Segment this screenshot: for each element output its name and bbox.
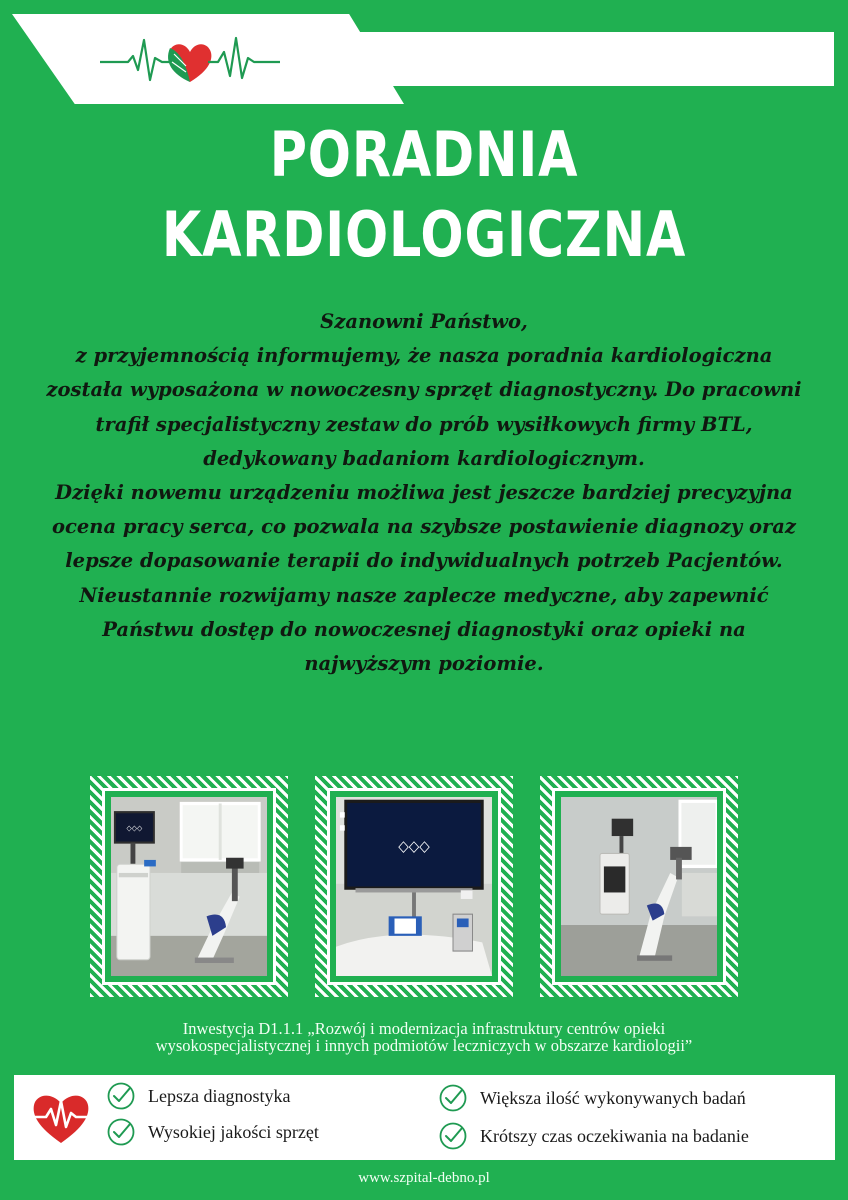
monitor-photo <box>336 797 492 976</box>
announcement-paragraph-greeting: Szanowni Państwo, <box>320 310 528 333</box>
check-circle-icon <box>438 1121 468 1151</box>
website-link[interactable]: www.szpital-debno.pl <box>358 1170 490 1186</box>
feature-item <box>106 1117 319 1147</box>
svg-text:◇◇◇: ◇◇◇ <box>398 838 430 856</box>
photo-frame-3 <box>540 776 738 997</box>
announcement-paragraph-benefits: Dzięki nowemu urządzeniu możliwa jest jeszcze bardziej precyzyjna ocena pracy serca, co pozwala na szybsze postawienie diagnozy oraz lepsze dopasowanie terapii do indywidualnych potrzeb Pacjentów. <box>52 481 796 573</box>
feature-label: Lepsza diagnostyka <box>148 1085 291 1106</box>
announcement-paragraph-equipment: z przyjemnością informujemy, że nasza poradnia kardiologiczna została wyposażona w nowoczesny sprzęt diagnostyczny. Do pracowni trafił specjalistyczny zestaw do prób wysiłkowych firmy BTL, dedykowany badaniom kardiologicznym. <box>46 344 802 470</box>
header-banner-right <box>356 32 834 86</box>
feature-item <box>106 1081 290 1111</box>
page-title-line1: PORADNIA <box>269 118 579 191</box>
feature-label: Wysokiej jakości sprzęt <box>148 1121 319 1142</box>
announcement-text <box>40 305 808 681</box>
feature-item <box>438 1121 749 1151</box>
investment-caption-line1: Inwestycja D1.1.1 „Rozwój i modernizacja infrastruktury centrów opieki <box>182 1019 666 1038</box>
investment-caption-line2: wysokospecjalistycznej i innych podmiotów leczniczych w obszarze kardiologii” <box>155 1036 693 1055</box>
check-circle-icon <box>106 1081 136 1111</box>
feature-label: Większa ilość wykonywanych badań <box>480 1087 746 1108</box>
page-title-line2: KARDIOLOGICZNA <box>161 198 687 271</box>
heartbeat-heart-leaf-icon <box>100 30 280 90</box>
announcement-paragraph-development: Nieustannie rozwijamy nasze zaplecze medyczne, aby zapewnić Państwu dostęp do nowoczesnej diagnostyki oraz opieki na najwyższym poziomie. <box>79 583 769 676</box>
investment-caption <box>40 1020 808 1054</box>
features-bar <box>14 1075 835 1160</box>
heart-pulse-icon <box>30 1091 92 1145</box>
bike-and-cart-photo <box>561 797 717 976</box>
feature-item <box>438 1083 746 1113</box>
feature-label: Krótszy czas oczekiwania na badanie <box>480 1125 749 1146</box>
photo-frame-2 <box>315 776 513 997</box>
photo-frame-1 <box>90 776 288 997</box>
check-circle-icon <box>438 1083 468 1113</box>
exercise-bike-room-photo <box>111 797 267 976</box>
check-circle-icon <box>106 1117 136 1147</box>
svg-text:◇◇◇: ◇◇◇ <box>126 823 143 833</box>
